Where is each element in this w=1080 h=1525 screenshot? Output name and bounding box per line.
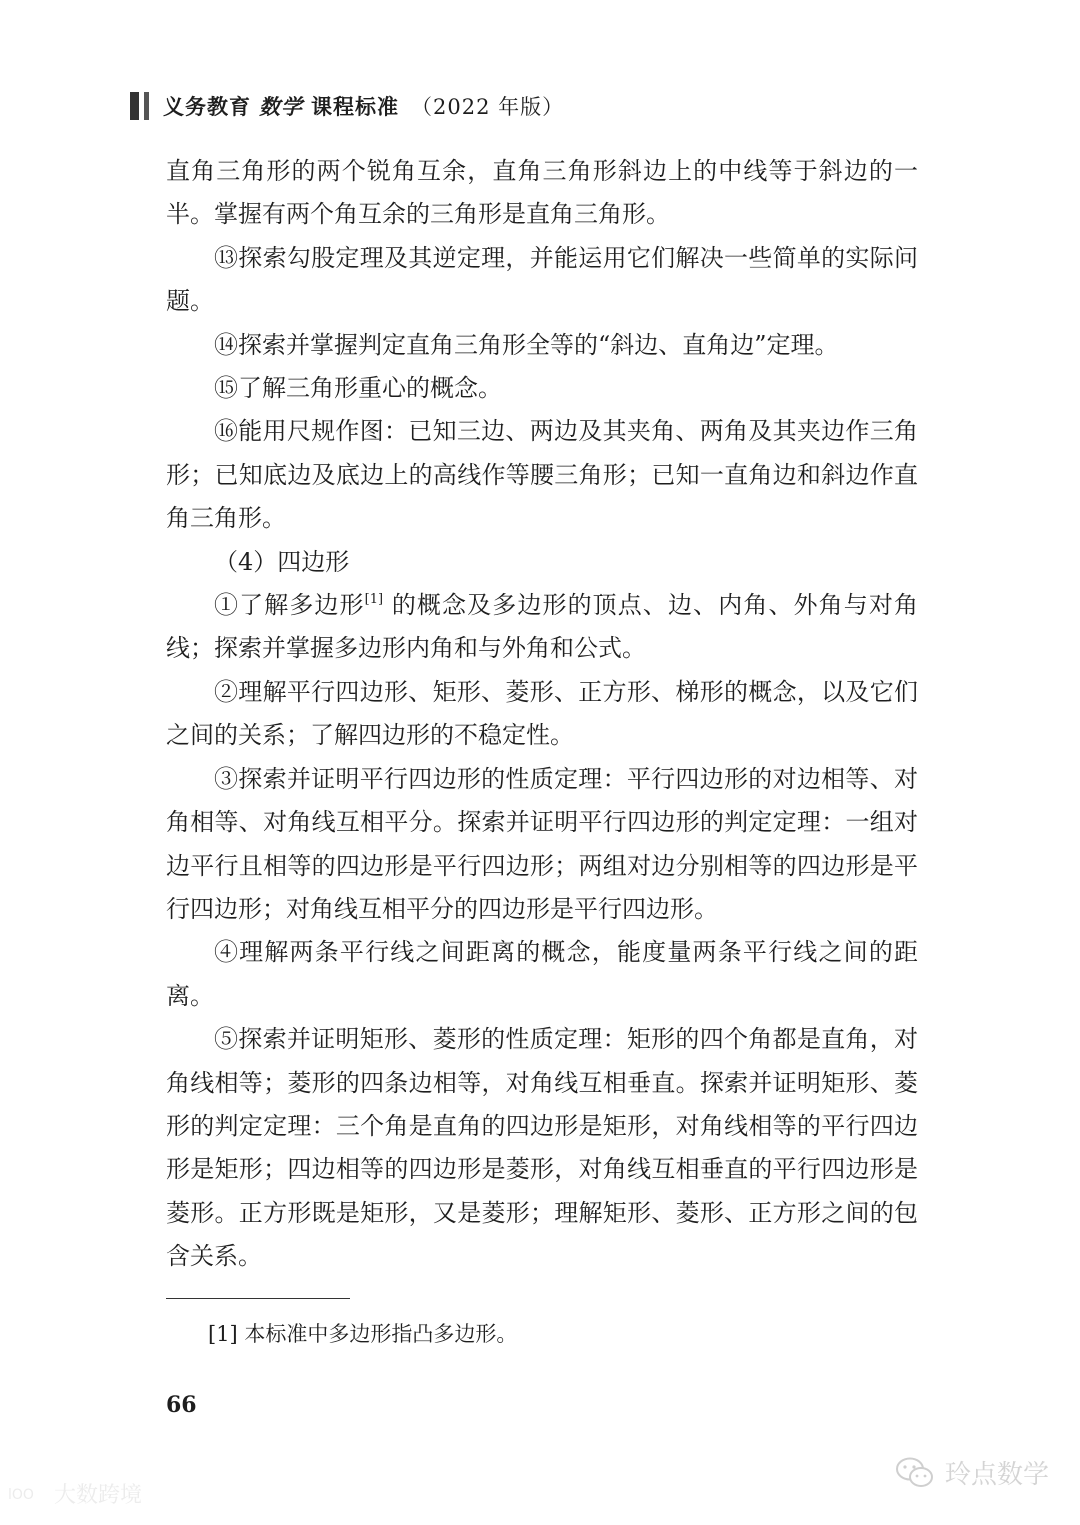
header-bars-decoration [130, 92, 149, 120]
watermark-right-text: 玲点数学 [945, 1460, 1050, 1490]
section-heading-quadrilateral: （4）四边形 [214, 547, 350, 576]
watermark-left [8, 1478, 142, 1509]
book-title-subject: 数学 [259, 94, 303, 119]
paragraph-item-4: ④理解两条平行线之间距离的概念，能度量两条平行线之间的距离。 [166, 938, 918, 1010]
paragraph-item-3: ③探索并证明平行四边形的性质定理：平行四边形的对边相等、对角相等、对角线互相平分。探索并证明平行四边形的判定定理：一组对边平行且相等的四边形是平行四边形；两组对边分别相等的四边形是平行四边形；对角线互相平分的四边形是平行四边形。 [166, 764, 918, 923]
book-title [163, 91, 564, 121]
paragraph-item-13: ⑬探索勾股定理及其逆定理，并能运用它们解决一些简单的实际问题。 [166, 243, 918, 316]
paragraph-continuation: 直角三角形的两个锐角互余，直角三角形斜边上的中线等于斜边的一半。掌握有两个角互余的三角形是直角三角形。 [166, 157, 918, 229]
polygon-item-rest: 的概念及多边形的顶点、边、内角、外角与对角线；探索并掌握多边形内角和与外角和公式。 [166, 591, 918, 663]
wechat-icon [895, 1456, 935, 1490]
footnote-reference[interactable]: [1] [364, 592, 384, 608]
footnote-divider [166, 1298, 350, 1299]
paragraph-polygon-item-1 [166, 584, 918, 671]
book-edition-year: （2022 年版） [411, 95, 565, 119]
paragraph-item-15: ⑮了解三角形重心的概念。 [214, 374, 502, 403]
paragraph-item-16: ⑯能用尺规作图：已知三边、两边及其夹角、两角及其夹边作三角形；已知底边及底边上的高线作等腰三角形；已知一直角边和斜边作直角三角形。 [166, 417, 918, 533]
polygon-item-lead: ①了解多边形 [214, 591, 365, 620]
page-number: 66 [166, 1392, 197, 1418]
book-title-part2: 课程标准 [311, 94, 399, 119]
svg-text:lOO: lOO [8, 1486, 34, 1503]
watermark-logo-icon [8, 1483, 48, 1505]
paragraph-item-2: ②理解平行四边形、矩形、菱形、正方形、梯形的概念，以及它们之间的关系；了解四边形的不稳定性。 [166, 677, 918, 750]
paragraph-item-14: ⑭探索并掌握判定直角三角形全等的“斜边、直角边”定理。 [214, 330, 839, 359]
book-title-part1: 义务教育 [163, 94, 251, 119]
paragraph-item-5: ⑤探索并证明矩形、菱形的性质定理：矩形的四个角都是直角，对角线相等；菱形的四条边相等，对角线互相垂直。探索并证明矩形、菱形的判定定理：三个角是直角的四边形是矩形，对角线相等的平行四边形是矩形；四边相等的四边形是菱形，对角线互相垂直的平行四边形是菱形。正方形既是矩形，又是菱形；理解矩形、菱形、正方形之间的包含关系。 [166, 1025, 918, 1271]
watermark-right [895, 1454, 1049, 1491]
watermark-left-text: 大数跨境 [54, 1483, 143, 1508]
running-header [130, 86, 564, 126]
body-text [166, 150, 918, 1279]
footnote-text: [1] 本标准中多边形指凸多边形。 [208, 1322, 518, 1346]
